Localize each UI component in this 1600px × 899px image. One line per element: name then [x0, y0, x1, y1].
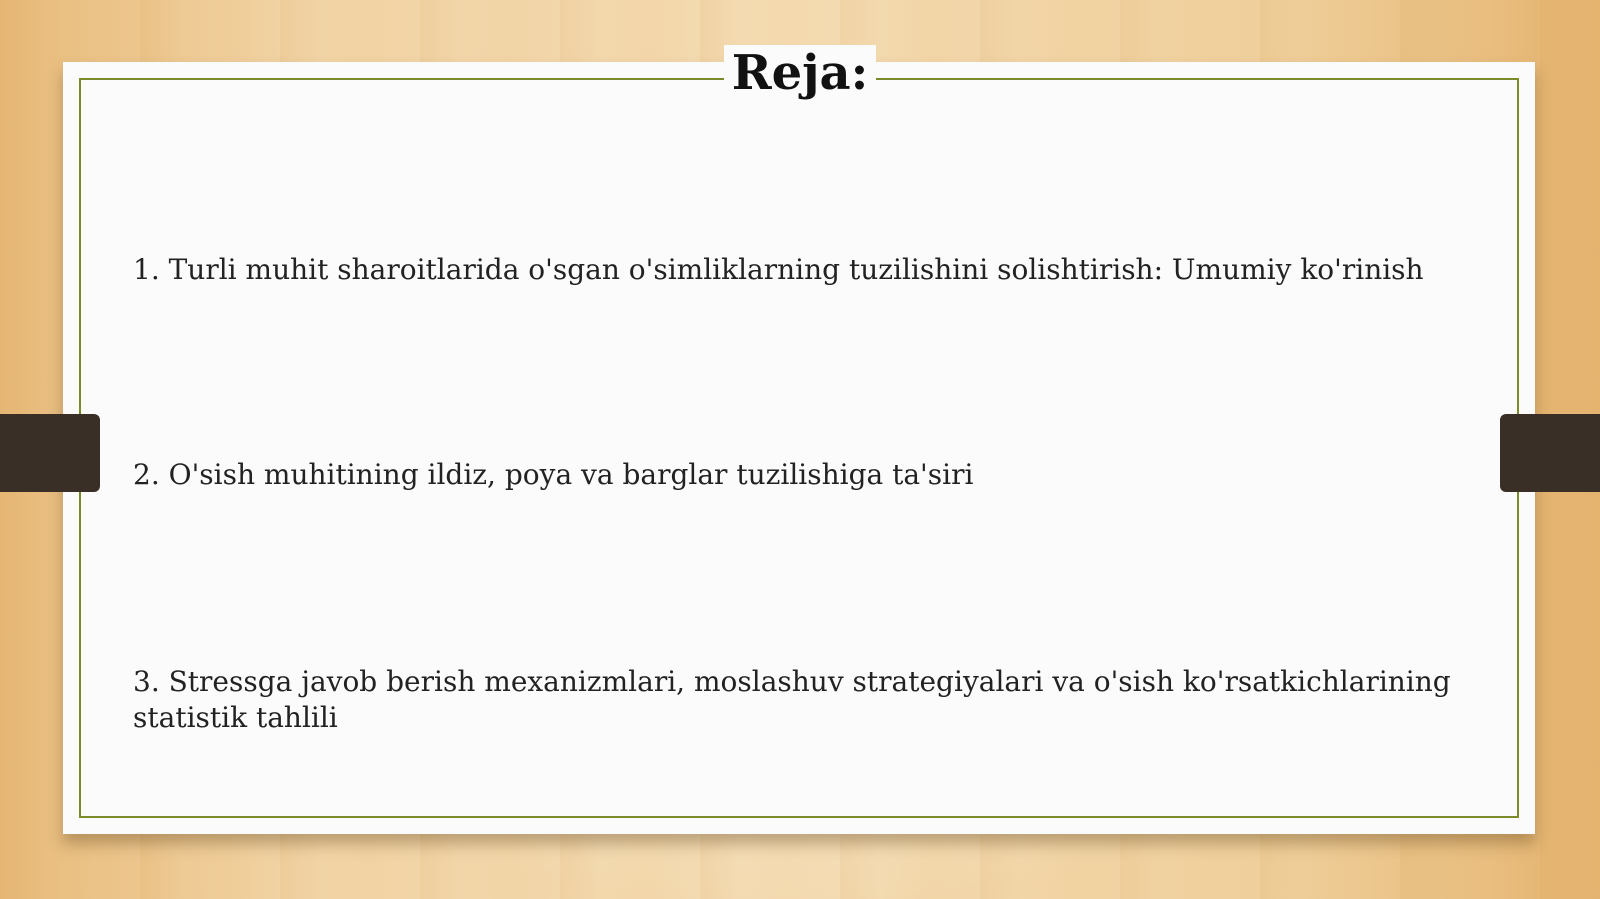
plan-item-1: 1. Turli muhit sharoitlarida o'sgan o'simliklarning tuzilishini solishtirish: Umumiy ko'rinish — [133, 253, 1424, 286]
slide-title — [0, 44, 1600, 102]
right-binder-clip — [1500, 414, 1600, 492]
plan-item-2: 2. O'sish muhitining ildiz, poya va barglar tuzilishiga ta'siri — [133, 458, 974, 491]
left-binder-clip — [0, 414, 100, 492]
plan-item-3: 3. Stressga javob berish mexanizmlari, moslashuv strategiyalari va o'sish ko'rsatkichlarining statistik tahlili — [133, 665, 1451, 734]
slide-title-text: Reja: — [724, 45, 877, 101]
